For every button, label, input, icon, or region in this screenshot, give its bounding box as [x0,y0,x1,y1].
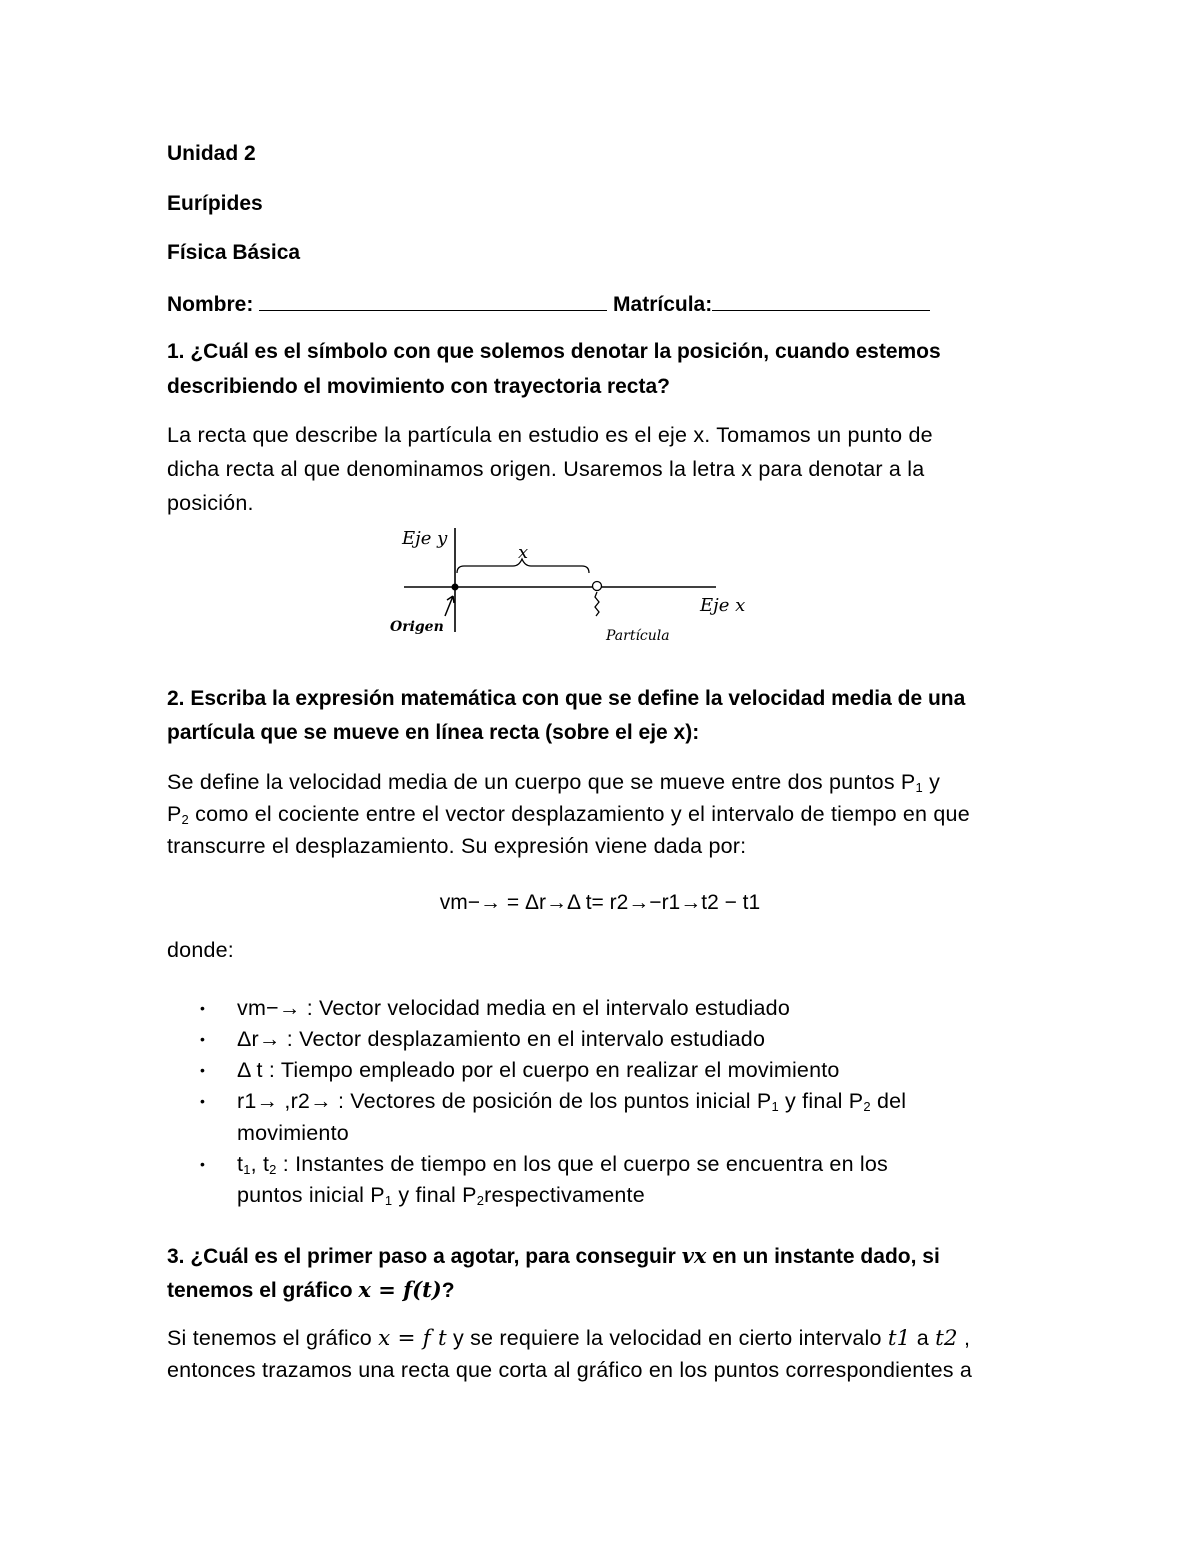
q3-answer-line2: entonces trazamos una recta que corta al gráfico en los puntos correspondientes a [167,1358,973,1382]
definition-item-r-cont: movimiento [237,1121,349,1145]
q2-answer-line2: $P_2$ como el cociente entre el vector desplazamiento y el intervalo de tiempo en que [167,802,970,827]
particle-pointer [595,592,599,616]
student-info-row [167,290,930,317]
position-diagram [386,520,766,650]
q1-question-line1: 1. ¿Cuál es el símbolo con que solemos denotar la posición, cuando estemos [167,340,941,363]
x-axis-label: Eje x [700,595,746,616]
origin-point [452,584,459,591]
q2-question-line1: 2. Escriba la expresión matemática con que se define la velocidad media de una [167,687,966,710]
definition-item-dr: Δr→ : Vector desplazamiento en el intervalo estudiado [237,1027,766,1051]
q1-answer-line2: dicha recta al que denominamos origen. Usaremos la letra x para denotar a la [167,457,925,481]
origin-label: Origen [390,619,444,635]
where-label: donde: [167,938,234,962]
q2-answer-line3: transcurre el desplazamiento. Su expresión viene dada por: [167,834,747,858]
author-line: Eurípides [167,192,263,215]
velocity-equation: vm−→ = Δr→Δ t= r2→−r1→t2 − t1 [439,891,761,914]
definition-item-t-cont: puntos inicial $P_1$ y final $P_2respectivamente$ [237,1183,645,1208]
name-label: Nombre: [167,293,254,316]
origin-arrow [445,596,454,616]
q1-question-line2: describiendo el movimiento con trayectoria recta? [167,375,670,398]
unit-title: Unidad 2 [167,142,256,165]
q3-question-line1: 3. ¿Cuál es el primer paso a agotar, para conseguir vx en un instante dado, si [167,1243,940,1268]
definition-item-vm: vm−→ : Vector velocidad media en el intervalo estudiado [237,996,790,1020]
definition-item-r: r1→ ,r2→ : Vectores de posición de los puntos inicial $P_1$ y final $P_2$ del [237,1089,907,1114]
particle-label: Partícula [606,628,670,644]
q2-question-line2: partícula que se mueve en línea recta (sobre el eje x): [167,721,700,744]
bullet-marker: • [200,1000,205,1016]
matricula-field[interactable] [712,290,930,311]
definition-item-t: $t_1$, $t_2$ : Instantes de tiempo en los que el cuerpo se encuentra en los [237,1152,888,1177]
particle-point [593,582,602,591]
q1-answer-line3: posición. [167,491,254,515]
q3-answer-line1: Si tenemos el gráfico x = f t y se requiere la velocidad en cierto intervalo t1 a t2 , [167,1326,971,1351]
distance-brace [457,559,589,573]
y-axis-label: Eje y [402,528,448,549]
name-field[interactable] [259,290,607,311]
matricula-label: Matrícula: [613,293,713,316]
distance-label: x [518,542,529,563]
bullet-marker: • [200,1093,205,1109]
definition-item-dt: Δ t : Tiempo empleado por el cuerpo en realizar el movimiento [237,1058,840,1082]
subject-line: Física Básica [167,241,301,264]
q3-question-line2: tenemos el gráfico x = f(t)? [167,1277,455,1302]
bullet-marker: • [200,1156,205,1172]
bullet-marker: • [200,1062,205,1078]
q1-answer-line1: La recta que describe la partícula en estudio es el eje x. Tomamos un punto de [167,423,933,447]
bullet-marker: • [200,1031,205,1047]
q2-answer-line1: Se define la velocidad media de un cuerpo que se mueve entre dos puntos $P_1$ y [167,770,941,795]
